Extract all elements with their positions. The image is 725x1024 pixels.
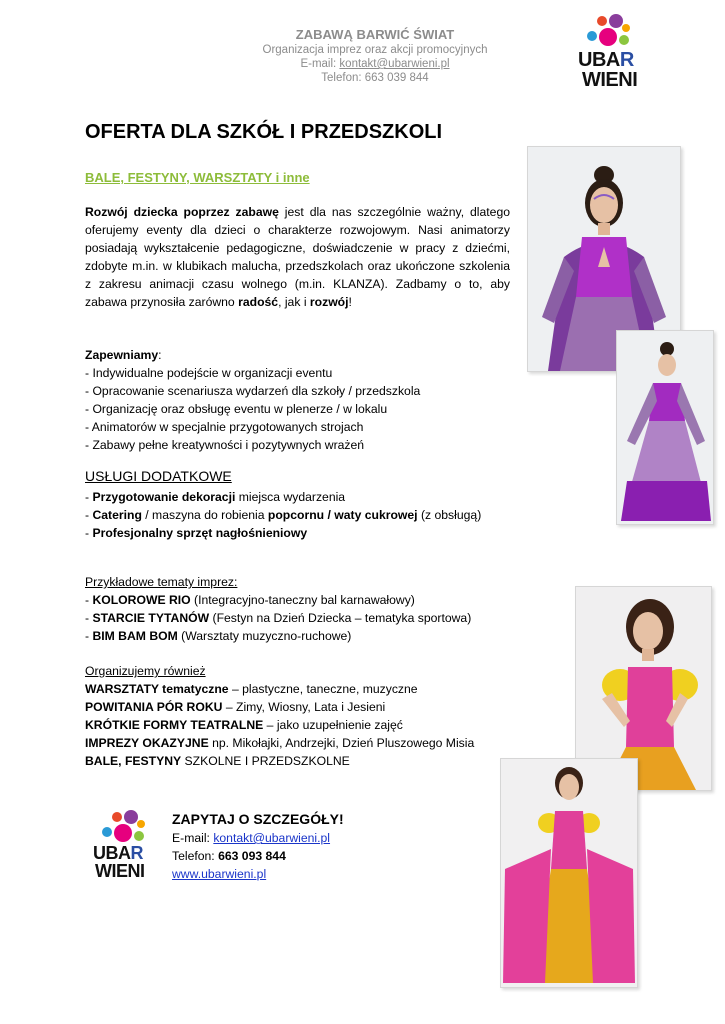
item-text: (z obsługą) <box>417 508 482 522</box>
header-email-label: E-mail: <box>300 58 340 70</box>
contact-phone <box>172 847 286 865</box>
contact-heading: ZAPYTAJ O SZCZEGÓŁY! <box>172 811 344 827</box>
item-bold: Przygotowanie dekoracji <box>92 490 236 504</box>
logo-text-2: WIENI <box>95 861 145 881</box>
list-item <box>85 506 481 524</box>
bullet: - <box>85 593 93 607</box>
list-item <box>85 524 307 542</box>
page-title: OFERTA DLA SZKÓŁ I PRZEDSZKOLI <box>85 121 443 143</box>
item-text: miejsca wydarzenia <box>235 490 346 504</box>
logo <box>578 14 650 92</box>
logo-bottom <box>93 810 165 888</box>
logo-dots-icon <box>578 14 650 54</box>
list-item: - Organizację oraz obsługę eventu w plenerze / w lokalu <box>85 402 388 416</box>
intro-lead: Rozwój dziecka poprzez zabawę <box>85 205 279 219</box>
list-item <box>85 488 345 506</box>
logo-text-1: UBA <box>93 843 131 863</box>
list-item <box>85 609 471 627</box>
website-link[interactable]: www.ubarwieni.pl <box>172 867 267 881</box>
header-email-link[interactable]: kontakt@ubarwieni.pl <box>339 58 450 70</box>
list-item: - Indywidualne podejście w organizacji eventu <box>85 366 333 380</box>
list-item <box>85 680 418 698</box>
logo-text-r: R <box>130 843 143 863</box>
item-text: np. Mikołajki, Andrzejki, Dzień Pluszowego Misia <box>208 736 475 750</box>
logo-text-1: UBA <box>578 49 620 71</box>
header-phone: Telefon: 663 039 844 <box>321 72 429 84</box>
list-item <box>85 716 403 734</box>
list-item <box>85 627 351 645</box>
bullet: - <box>85 611 93 625</box>
item-bold: Profesjonalny sprzęt nagłośnieniowy <box>92 526 308 540</box>
item-text: (Integracyjno-taneczny bal karnawałowy) <box>190 593 415 607</box>
performer-image <box>501 759 637 987</box>
list-item: - Zabawy pełne kreatywności i pozytywnych wrażeń <box>85 438 365 452</box>
intro-bold-1: radość <box>238 295 279 309</box>
intro-text-3: ! <box>348 295 352 309</box>
also-heading: Organizujemy również <box>85 664 206 678</box>
photo-pink-costume-2 <box>500 758 638 988</box>
photo-purple-costume-2 <box>616 330 714 525</box>
list-item: - Opracowanie scenariusza wydarzeń dla szkoły / przedszkola <box>85 384 421 398</box>
list-item <box>85 591 415 609</box>
bullet: - <box>85 526 93 540</box>
contact-email-link[interactable]: kontakt@ubarwieni.pl <box>213 831 331 845</box>
item-bold: KOLOROWE RIO <box>92 593 191 607</box>
item-bold: BALE, FESTYNY <box>85 754 182 768</box>
list-item <box>85 698 385 716</box>
item-text: – jako uzupełnienie zajęć <box>263 718 403 732</box>
contact-email <box>172 829 330 847</box>
header-subtitle: Organizacja imprez oraz akcji promocyjnych <box>262 44 488 56</box>
item-bold: BIM BAM BOM <box>92 629 178 643</box>
item-text: SZKOLNE I PRZEDSZKOLNE <box>181 754 350 768</box>
item-text: (Warsztaty muzyczno-ruchowe) <box>177 629 352 643</box>
contact-email-label: E-mail: <box>172 831 214 845</box>
header-email <box>220 58 530 70</box>
item-bold: popcornu / waty cukrowej <box>267 508 418 522</box>
item-text: – Zimy, Wiosny, Lata i Jesieni <box>222 700 386 714</box>
guarantee-heading-text: Zapewniamy <box>85 348 159 362</box>
contact-phone-number: 663 093 844 <box>218 849 286 863</box>
performer-image <box>617 331 713 524</box>
bullet: - <box>85 490 93 504</box>
list-item: - Animatorów w specjalnie przygotowanych strojach <box>85 420 364 434</box>
intro-paragraph <box>85 203 510 311</box>
logo-text-2: WIENI <box>582 69 638 91</box>
intro-bold-2: rozwój <box>309 295 349 309</box>
item-bold: WARSZTATY tematyczne <box>85 682 229 696</box>
bullet: - <box>85 508 93 522</box>
item-text: – plastyczne, taneczne, muzyczne <box>228 682 418 696</box>
contact-website <box>172 865 266 883</box>
item-bold: IMPREZY OKAZYJNE <box>85 736 209 750</box>
bullet: - <box>85 629 93 643</box>
logo-text-r: R <box>619 49 634 71</box>
intro-text-1: jest dla nas szczególnie ważny, dlatego oferujemy eventy dla dzieci o charakterze rozwojowym. Nasi animatorzy posiadają wykształcenie pedagogiczne, doświadczenie w pracy z dziećmi, zdobyte m.in. w klubikach malucha, przedszkolach oraz ukończone szkolenia z zakresu animacji czasu wolnego (m.in. KLANZA). Zadbamy o to, aby zabawa przynosiła zarówno <box>85 205 511 309</box>
section-heading: BALE, FESTYNY, WARSZTATY i inne <box>85 170 310 185</box>
item-bold: POWITANIA PÓR ROKU <box>85 700 223 714</box>
list-item <box>85 752 350 770</box>
guarantee-heading <box>85 346 162 364</box>
extra-heading: USŁUGI DODATKOWE <box>85 468 232 484</box>
list-item <box>85 734 474 752</box>
item-bold: STARCIE TYTANÓW <box>92 611 210 625</box>
guarantee-colon: : <box>158 348 162 362</box>
item-text: (Festyn na Dzień Dziecka – tematyka sportowa) <box>209 611 472 625</box>
item-bold: Catering <box>92 508 142 522</box>
header-title: ZABAWĄ BARWIĆ ŚWIAT <box>295 27 455 42</box>
contact-phone-label: Telefon: <box>172 849 219 863</box>
themes-heading: Przykładowe tematy imprez: <box>85 575 238 589</box>
item-text: / maszyna do robienia <box>141 508 268 522</box>
intro-text-2: , jak i <box>278 295 310 309</box>
item-bold: KRÓTKIE FORMY TEATRALNE <box>85 718 264 732</box>
